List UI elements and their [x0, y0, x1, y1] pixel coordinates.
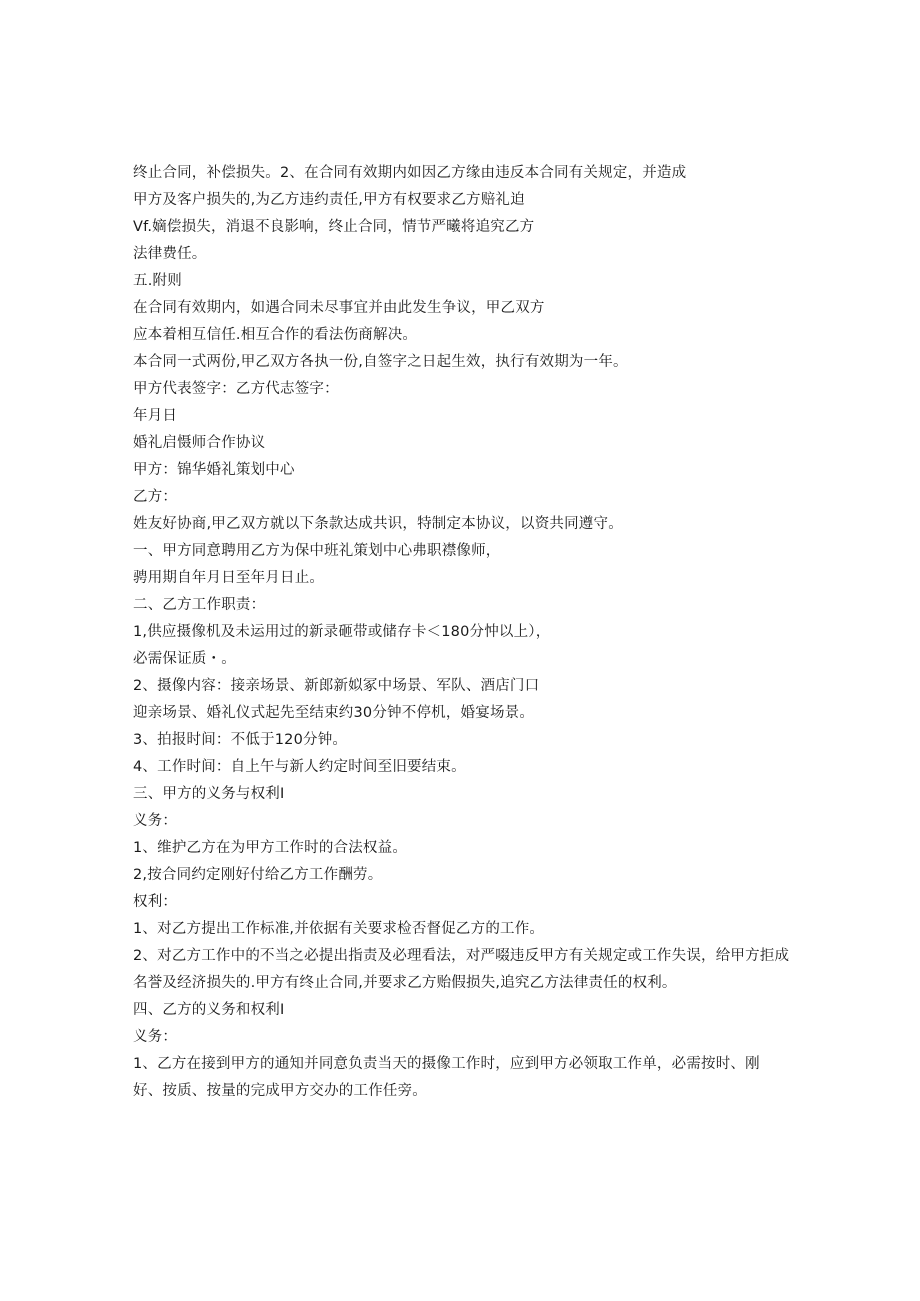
section-heading: 三、甲方的义务与权利I [133, 786, 285, 802]
text-line: 名誉及经济损失的.甲方有终止合同,并要求乙方贻假损失,追究乙方法律责任的权利。 [133, 975, 677, 991]
text-line: 本合同一式两份,甲乙双方各执一份,自签字之日起生效，执行有效期为一年。 [133, 354, 628, 370]
text-line: 1、维护乙方在为甲方工作时的合法权益。 [133, 840, 408, 856]
section-heading: 四、乙方的义务和权利I [133, 1002, 285, 1018]
text-line: 终止合同，补偿损失。2、在合同有效期内如因乙方缘由违反本合同有关规定，并造成 [133, 165, 687, 181]
text-line: 1、对乙方提出工作标准,并依据有关要求检否督促乙方的工作。 [133, 921, 545, 937]
subheading: 义务： [133, 1029, 178, 1045]
party-b-line: 乙方： [133, 489, 178, 505]
document-body [133, 160, 823, 1105]
party-a-line: 甲方：锦华婚礼策划中心 [133, 462, 295, 478]
text-line: 法律费任。 [133, 246, 207, 262]
text-line: 姓友好协商,甲乙双方就以下条款达成共识，特制定本协议，以资共同遵守。 [133, 516, 623, 532]
text-line: 好、按质、按量的完成甲方交办的工作任旁。 [133, 1083, 427, 1099]
text-line: 骋用期自年月日至年月日止。 [133, 570, 325, 586]
text-line: 2,按合同约定刚好付给乙方工作酬劳。 [133, 867, 383, 883]
text-line: 2、摄像内容：接亲场景、新郎新姒冢中场景、军队、酒店门口 [133, 678, 540, 694]
section-heading: 五.附则 [133, 273, 182, 289]
text-line: 3、拍报时间：不低于120分钟。 [133, 732, 348, 748]
text-line: Vf.嫡偿损失，消退不良影响，终止合同，情节严曦将追究乙方 [133, 219, 535, 235]
section-heading: 一、甲方同意聘用乙方为保中班礼策划中心弗职襟像师， [133, 543, 501, 559]
text-line: 迎亲场景、婚礼仪式起先至结束约30分钟不停机，婚宴场景。 [133, 705, 535, 721]
text-line: 甲方及客户损失的,为乙方违约责任,甲方有权要求乙方赔礼迫 [133, 192, 525, 208]
date-line: 年月日 [133, 408, 178, 424]
text-line: 2、对乙方工作中的不当之必提出指责及必理看法，对严啜违反甲方有关规定或工作失误，给甲方拒成 [133, 948, 790, 964]
text-line: 1,供应摄像机及未运用过的新录砸带或储存卡＜180分忡以上）， [133, 624, 551, 640]
text-line: 必需保证质・。 [133, 651, 236, 667]
text-line: 1、乙方在接到甲方的通知并同意负责当天的摄像工作时，应到甲方必领取工作单，必需按时、刚 [133, 1056, 760, 1072]
text-line: 4、工作时间：自上午与新人约定时间至旧要结束。 [133, 759, 466, 775]
subheading: 义务： [133, 813, 178, 829]
text-line: 在合同有效期内，如遇合同未尽事宜并由此发生争议，甲乙双方 [133, 300, 545, 316]
document-title: 婚礼启慑师合作协议 [133, 435, 266, 451]
subheading: 权利： [133, 894, 178, 910]
section-heading: 二、乙方工作职责： [133, 597, 266, 613]
text-line: 应本着相互信任.相互合作的看法伤商解决。 [133, 327, 418, 343]
signature-line: 甲方代表签字：乙方代志签字： [133, 381, 339, 397]
